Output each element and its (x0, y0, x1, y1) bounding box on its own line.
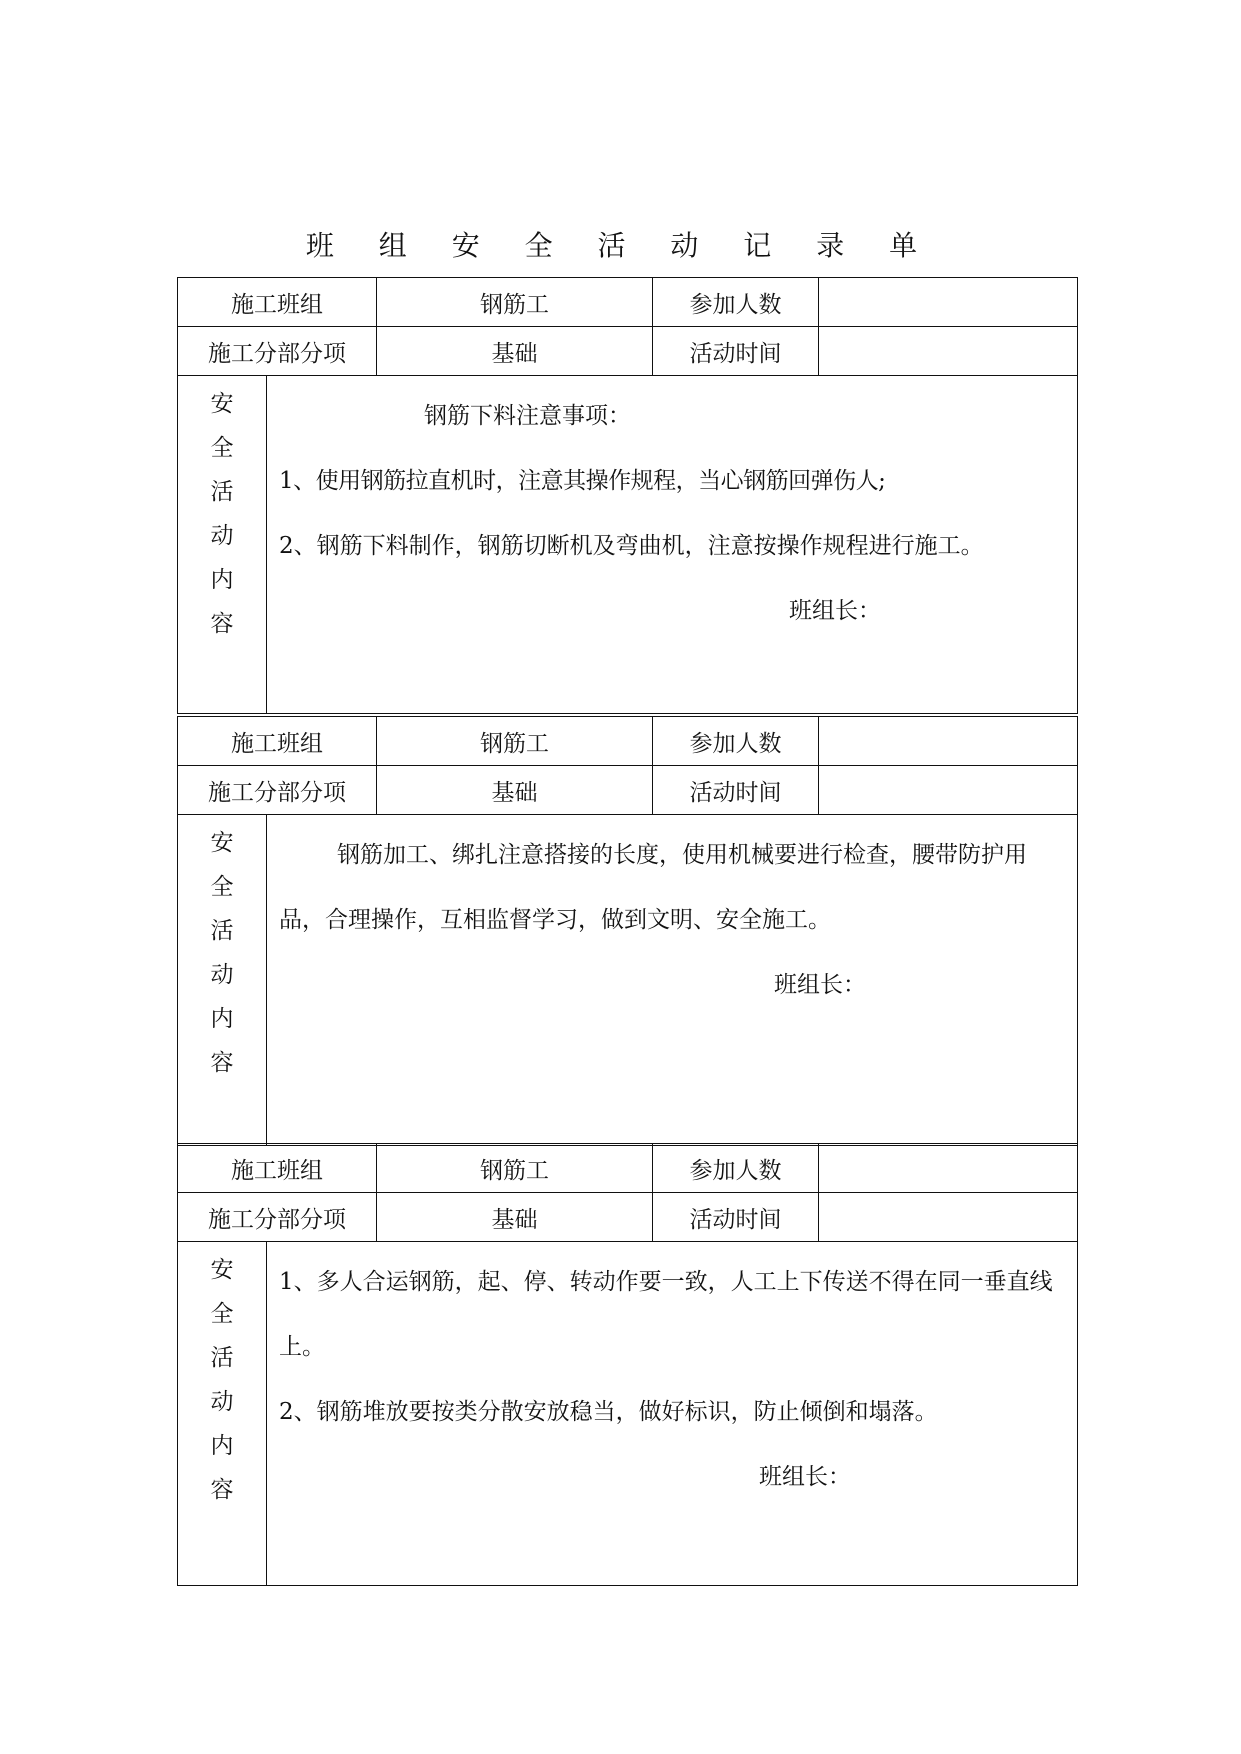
content-paragraph: 1、多人合运钢筋，起、停、转动作要一致，人工上下传送不得在同一垂直线上。 (279, 1269, 1053, 1360)
team-label: 施工班组 (178, 717, 377, 766)
page-title: 班 组 安 全 活 动 记 录 单 (305, 229, 936, 262)
section-label: 施工分部分项 (178, 327, 377, 376)
team-label: 施工班组 (178, 278, 377, 327)
participants-value (819, 278, 1078, 327)
content-body (267, 815, 1078, 1146)
team-row (178, 717, 1078, 766)
content-paragraph: 2、钢筋下料制作，钢筋切断机及弯曲机，注意按操作规程进行施工。 (279, 533, 984, 559)
section-label: 施工分部分项 (178, 1193, 377, 1242)
participants-value (819, 1144, 1078, 1193)
team-row (178, 1144, 1078, 1193)
content-side-label: 安 全 活 动 内 容 (178, 1242, 267, 1586)
team-value: 钢筋工 (377, 717, 653, 766)
team-leader-label: 班组长： (774, 972, 866, 998)
record-table-3 (177, 1143, 1078, 1586)
participants-label: 参加人数 (653, 1144, 819, 1193)
participants-label: 参加人数 (653, 717, 819, 766)
time-label: 活动时间 (653, 1193, 819, 1242)
content-side-label: 安 全 活 动 内 容 (178, 376, 267, 714)
section-value: 基础 (377, 766, 653, 815)
team-value: 钢筋工 (377, 278, 653, 327)
section-row (178, 1193, 1078, 1242)
section-value: 基础 (377, 327, 653, 376)
participants-value (819, 717, 1078, 766)
time-value (819, 766, 1078, 815)
team-value: 钢筋工 (377, 1144, 653, 1193)
content-row (178, 376, 1078, 714)
content-paragraph: 钢筋加工、绑扎注意搭接的长度，使用机械要进行检查，腰带防护用品，合理操作，互相监督学习，做到文明、安全施工。 (279, 842, 1027, 933)
content-side-label: 安 全 活 动 内 容 (178, 815, 267, 1146)
section-row (178, 327, 1078, 376)
record-table-1 (177, 277, 1078, 714)
content-body (267, 376, 1078, 714)
team-row (178, 278, 1078, 327)
section-label: 施工分部分项 (178, 766, 377, 815)
time-value (819, 327, 1078, 376)
team-label: 施工班组 (178, 1144, 377, 1193)
section-row (178, 766, 1078, 815)
time-label: 活动时间 (653, 766, 819, 815)
content-paragraph: 2、钢筋堆放要按类分散安放稳当，做好标识，防止倾倒和塌落。 (279, 1399, 938, 1425)
participants-label: 参加人数 (653, 278, 819, 327)
time-label: 活动时间 (653, 327, 819, 376)
team-leader-label: 班组长： (789, 598, 881, 624)
content-paragraph: 钢筋下料注意事项： (424, 403, 631, 429)
content-row (178, 815, 1078, 1146)
section-value: 基础 (377, 1193, 653, 1242)
content-paragraph: 1、使用钢筋拉直机时，注意其操作规程，当心钢筋回弹伤人; (279, 468, 886, 494)
record-table-2 (177, 716, 1078, 1146)
team-leader-label: 班组长： (759, 1464, 851, 1490)
content-row (178, 1242, 1078, 1586)
time-value (819, 1193, 1078, 1242)
content-body (267, 1242, 1078, 1586)
